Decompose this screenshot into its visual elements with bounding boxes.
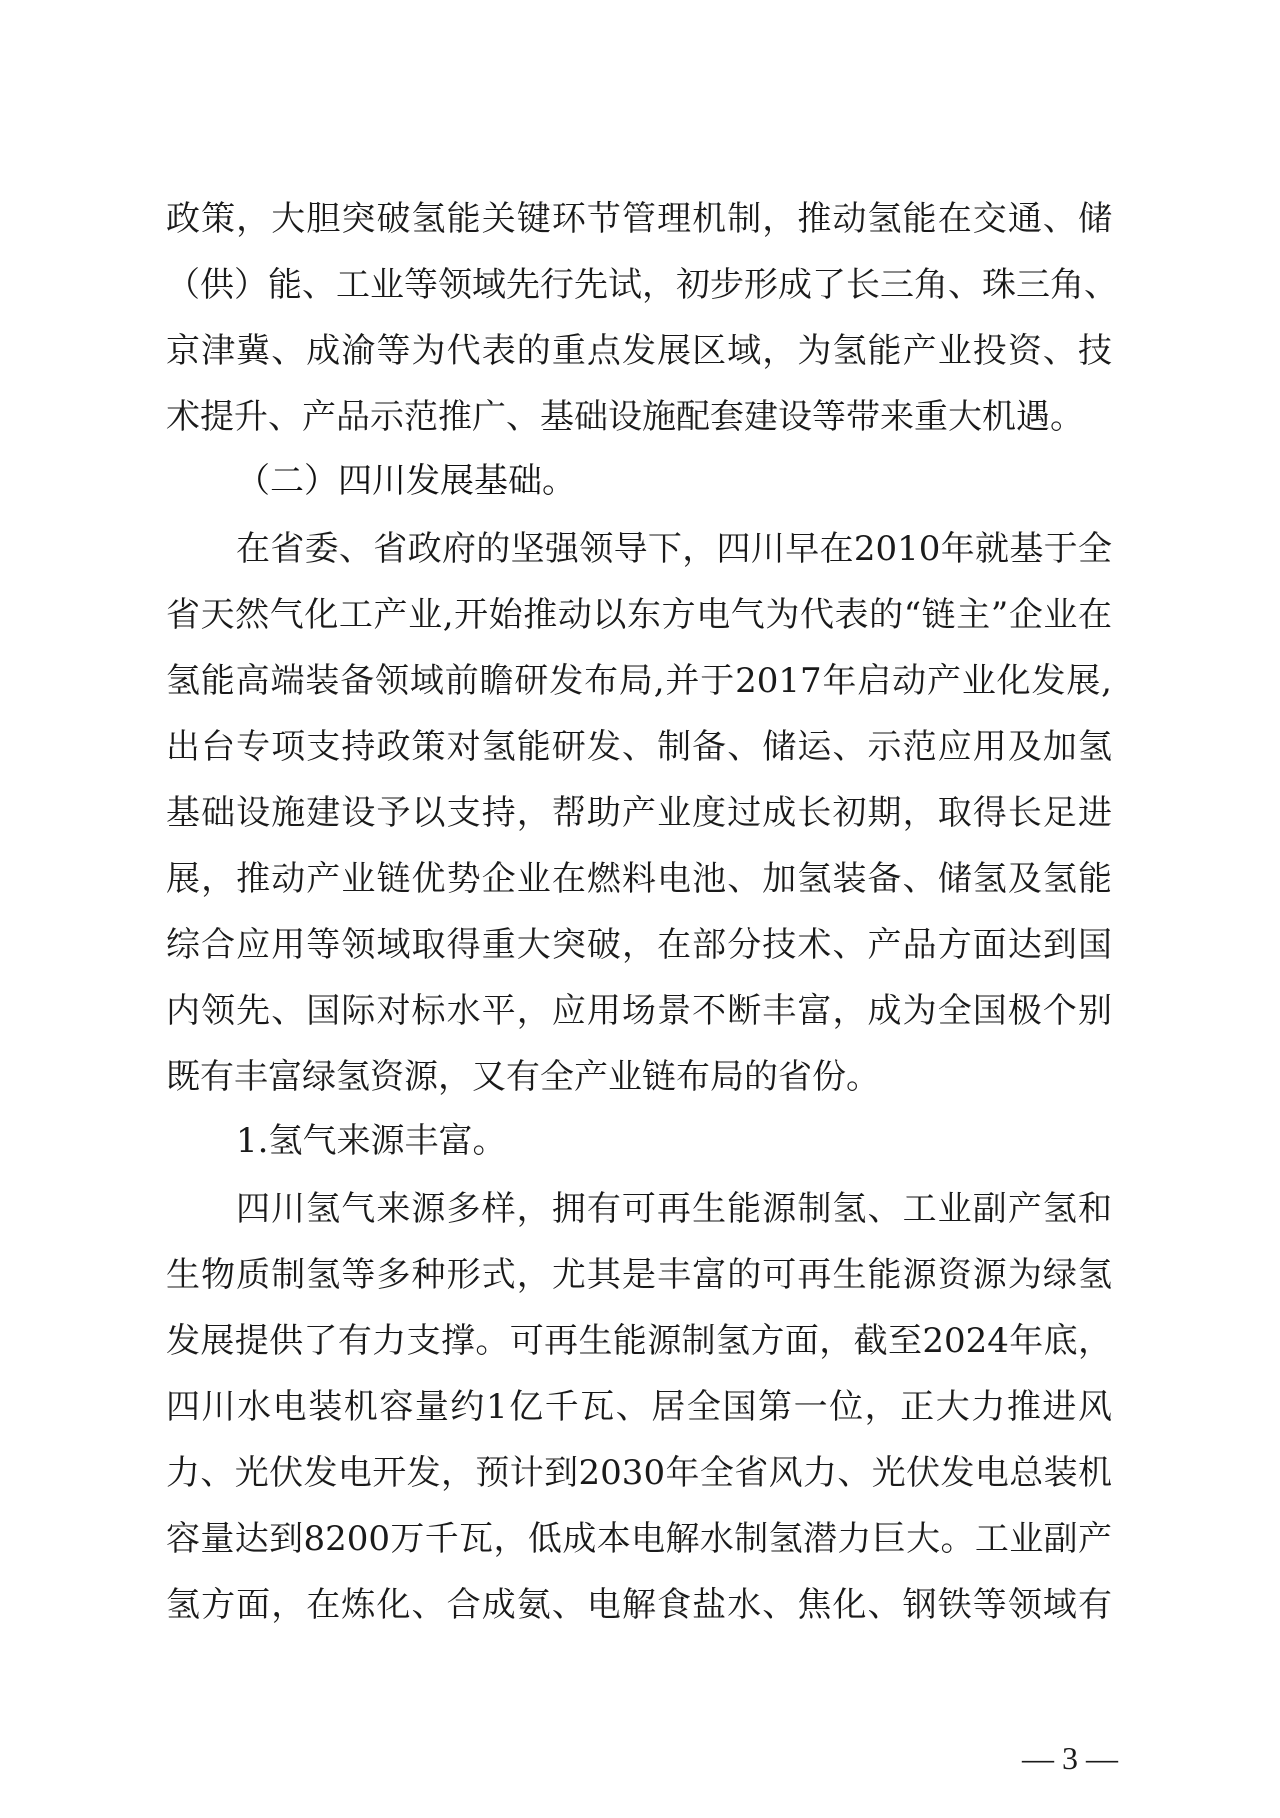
- body-text-line: 内领先、国际对标水平，应用场景不断丰富，成为全国极个别: [166, 991, 1112, 1031]
- body-text-line: 发展提供了有力支撑。可再生能源制氢方面，截至2024年底，: [166, 1321, 1112, 1361]
- body-text-line: 术提升、产品示范推广、基础设施配套建设等带来重大机遇。: [166, 397, 1084, 437]
- body-text-line: 氢方面，在炼化、合成氨、电解食盐水、焦化、钢铁等领域有: [166, 1585, 1112, 1625]
- body-text-line: 省天然气化工产业,开始推动以东方电气为代表的“链主”企业在: [166, 595, 1112, 635]
- body-text-line: 力、光伏发电开发，预计到2030年全省风力、光伏发电总装机: [166, 1453, 1112, 1493]
- page-number: — 3 —: [1022, 1740, 1118, 1776]
- body-text-line: 综合应用等领域取得重大突破，在部分技术、产品方面达到国: [166, 925, 1112, 965]
- body-text-line: 四川氢气来源多样，拥有可再生能源制氢、工业副产氢和: [236, 1189, 1112, 1229]
- body-text-line: 既有丰富绿氢资源，又有全产业链布局的省份。: [166, 1057, 880, 1097]
- section-heading: （二）四川发展基础。: [236, 461, 576, 501]
- body-text-line: 容量达到8200万千瓦，低成本电解水制氢潜力巨大。工业副产: [166, 1519, 1112, 1559]
- body-text-line: 政策，大胆突破氢能关键环节管理机制，推动氢能在交通、储: [166, 199, 1112, 239]
- body-text-line: 出台专项支持政策对氢能研发、制备、储运、示范应用及加氢: [166, 727, 1112, 767]
- body-text-line: 基础设施建设予以支持，帮助产业度过成长初期，取得长足进: [166, 793, 1112, 833]
- body-text-line: 在省委、省政府的坚强领导下，四川早在2010年就基于全: [236, 529, 1112, 569]
- body-text-line: 氢能高端装备领域前瞻研发布局,并于2017年启动产业化发展,: [166, 661, 1112, 701]
- body-text-line: （供）能、工业等领域先行先试，初步形成了长三角、珠三角、: [166, 265, 1118, 305]
- subheading: 1.氢气来源丰富。: [236, 1121, 507, 1161]
- body-text-line: 生物质制氢等多种形式，尤其是丰富的可再生能源资源为绿氢: [166, 1255, 1112, 1295]
- body-text-line: 四川水电装机容量约1亿千瓦、居全国第一位，正大力推进风: [166, 1387, 1112, 1427]
- body-text-line: 京津冀、成渝等为代表的重点发展区域，为氢能产业投资、技: [166, 331, 1112, 371]
- body-text-line: 展，推动产业链优势企业在燃料电池、加氢装备、储氢及氢能: [166, 859, 1112, 899]
